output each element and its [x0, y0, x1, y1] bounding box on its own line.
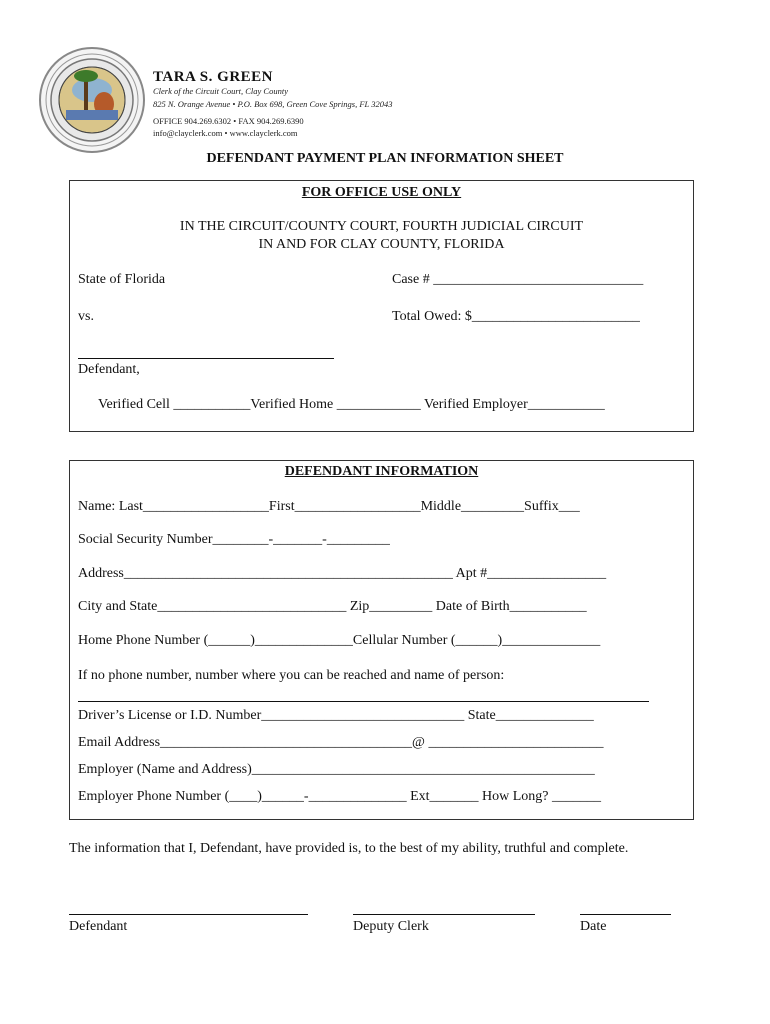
employer-field[interactable]: Employer (Name and Address)_________________________________________________: [78, 762, 595, 777]
clerk-title: Clerk of the Circuit Court, Clay County: [153, 86, 288, 96]
clerk-phone-fax: OFFICE 904.269.6302 • FAX 904.269.6390: [153, 116, 304, 126]
employer-phone-field[interactable]: Employer Phone Number (____)______-______________ Ext_______ How Long? _______: [78, 789, 601, 804]
clerk-email-web: info@clayclerk.com • www.clayclerk.com: [153, 128, 298, 138]
address-field[interactable]: Address_______________________________________________ Apt #_________________: [78, 566, 607, 581]
deputy-clerk-signature-label: Deputy Clerk: [353, 919, 429, 934]
defendant-signature-label: Defendant: [69, 919, 128, 934]
defendant-info-box: [69, 460, 694, 820]
drivers-license-field[interactable]: Driver’s License or I.D. Number_____________________________ State______________: [78, 708, 594, 723]
clerk-seal-logo: [38, 46, 146, 154]
deputy-clerk-signature-line[interactable]: [353, 914, 535, 915]
defendant-label: Defendant,: [78, 362, 140, 377]
court-line-2: IN AND FOR CLAY COUNTY, FLORIDA: [258, 237, 505, 252]
date-signature-label: Date: [580, 919, 607, 934]
city-zip-dob-fields[interactable]: City and State___________________________ Zip_________ Date of Birth___________: [78, 599, 587, 614]
total-owed-field[interactable]: Total Owed: $________________________: [392, 309, 640, 324]
clerk-name: TARA S. GREEN: [153, 69, 273, 85]
date-signature-line[interactable]: [580, 914, 671, 915]
phone-fields[interactable]: Home Phone Number (______)______________Cellular Number (______)______________: [78, 633, 601, 648]
clerk-address: 825 N. Orange Avenue • P.O. Box 698, Green Cove Springs, FL 32043: [153, 99, 393, 109]
office-use-box: [69, 180, 694, 432]
vs-label: vs.: [78, 309, 94, 324]
defendant-info-heading: DEFENDANT INFORMATION: [284, 464, 479, 479]
attestation-statement: The information that I, Defendant, have provided is, to the best of my ability, truthful and complete.: [69, 841, 629, 856]
defendant-signature-line[interactable]: [69, 914, 308, 915]
no-phone-label: If no phone number, number where you can be reached and name of person:: [78, 668, 505, 683]
email-field[interactable]: Email Address____________________________________@ _________________________: [78, 735, 604, 750]
name-fields[interactable]: Name: Last__________________First__________________Middle_________Suffix___: [78, 499, 580, 514]
document-title: DEFENDANT PAYMENT PLAN INFORMATION SHEET: [206, 151, 564, 166]
state-of-florida: State of Florida: [78, 272, 166, 287]
defendant-name-line[interactable]: [78, 358, 334, 359]
court-line-1: IN THE CIRCUIT/COUNTY COURT, FOURTH JUDICIAL CIRCUIT: [179, 219, 584, 234]
alternate-contact-line[interactable]: [78, 701, 649, 702]
case-number-field[interactable]: Case # ______________________________: [392, 272, 644, 287]
verified-fields[interactable]: Verified Cell ___________Verified Home ____________ Verified Employer___________: [98, 397, 605, 412]
ssn-field[interactable]: Social Security Number________-_______-_________: [78, 532, 390, 547]
office-use-heading: FOR OFFICE USE ONLY: [301, 185, 462, 200]
